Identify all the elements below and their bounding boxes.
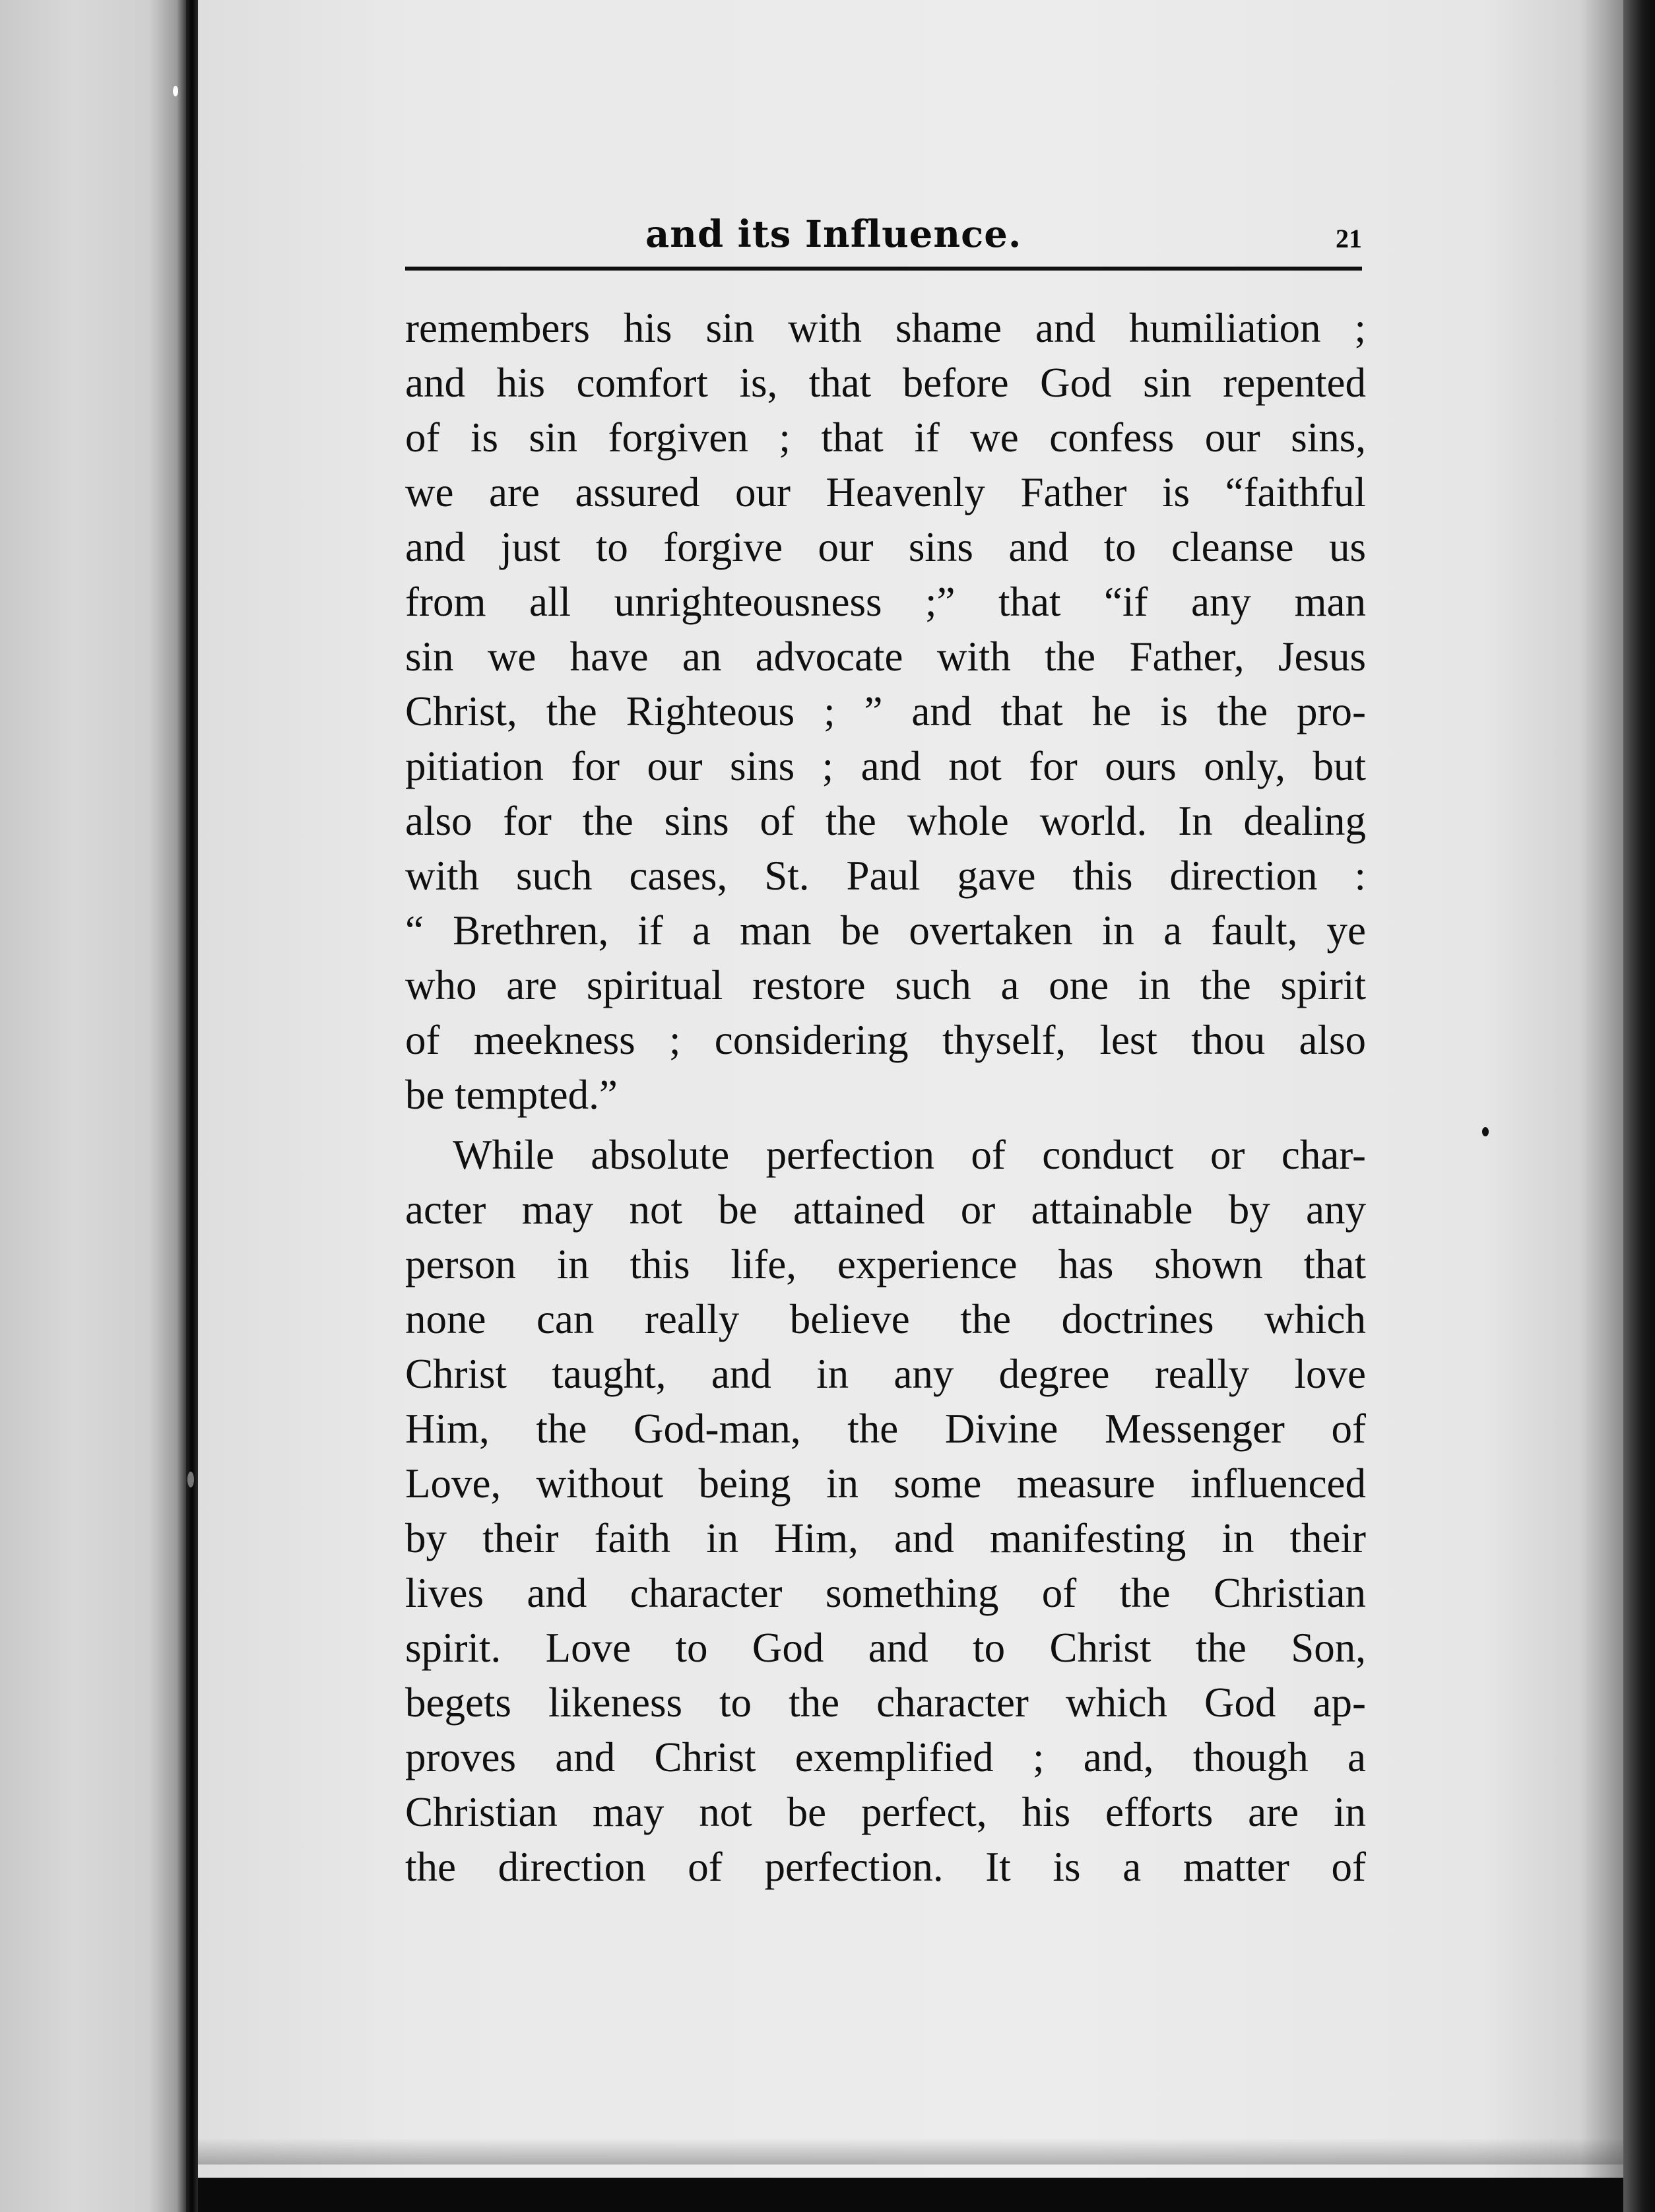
- body-text: [405, 301, 1366, 1895]
- text-line: lives and character something of the Christian: [405, 1570, 1366, 1616]
- page-header: [405, 198, 1362, 277]
- right-page-edge: [1623, 0, 1655, 2212]
- text-line: acter may not be attained or attainable by any: [405, 1187, 1366, 1233]
- text-line: of is sin forgiven ; that if we confess our sins,: [405, 414, 1366, 461]
- text-line: none can really believe the doctrines which: [405, 1296, 1366, 1342]
- paragraph: [405, 1128, 1366, 1895]
- text-line: begets likeness to the character which God ap-: [405, 1679, 1366, 1726]
- text-line: Christ, the Righteous ; ” and that he is the pro-: [405, 688, 1366, 734]
- paragraph: [405, 301, 1366, 1122]
- text-line: we are assured our Heavenly Father is “faithful: [405, 469, 1366, 515]
- scan-speck: [1482, 1127, 1489, 1136]
- page-bottom-shadow: [198, 2138, 1623, 2164]
- running-head: and its Influence.: [645, 212, 1022, 256]
- text-line: of meekness ; considering thyself, lest thou also: [405, 1017, 1366, 1063]
- text-line: Christ taught, and in any degree really love: [405, 1351, 1366, 1397]
- text-line: from all unrighteousness ;” that “if any man: [405, 579, 1366, 625]
- text-line: spirit. Love to God and to Christ the Son,: [405, 1625, 1366, 1671]
- book-gutter: [186, 0, 198, 2212]
- left-page-edge: [0, 0, 186, 2212]
- text-line: Christian may not be perfect, his efforts are in: [405, 1789, 1366, 1835]
- text-line: Him, the God-man, the Divine Messenger of: [405, 1406, 1366, 1452]
- scan-speck: [173, 86, 178, 96]
- text-line: and just to forgive our sins and to cleanse us: [405, 524, 1366, 570]
- text-line: the direction of perfection. It is a matter of: [405, 1844, 1366, 1890]
- scan-speck: [187, 1472, 194, 1487]
- text-line: sin we have an advocate with the Father, Jesus: [405, 634, 1366, 680]
- text-line: remembers his sin with shame and humiliation ;: [405, 305, 1366, 351]
- text-line: proves and Christ exemplified ; and, though a: [405, 1734, 1366, 1780]
- text-line: and his comfort is, that before God sin repented: [405, 360, 1366, 406]
- text-line: with such cases, St. Paul gave this direction :: [405, 853, 1366, 899]
- text-line: by their faith in Him, and manifesting in their: [405, 1515, 1366, 1561]
- text-line: “ Brethren, if a man be overtaken in a fault, ye: [405, 907, 1366, 954]
- page-number: 21: [1336, 224, 1362, 253]
- text-line: who are spiritual restore such a one in the spirit: [405, 962, 1366, 1008]
- header-rule: [405, 267, 1362, 271]
- text-line: pitiation for our sins ; and not for ours only, but: [405, 743, 1366, 789]
- text-line: be tempted.”: [405, 1072, 618, 1118]
- paragraph-gap: [405, 1122, 1366, 1128]
- text-line: While absolute perfection of conduct or char-: [453, 1132, 1366, 1178]
- text-line: Love, without being in some measure influenced: [405, 1460, 1366, 1507]
- text-line: person in this life, experience has shown that: [405, 1241, 1366, 1287]
- text-line: also for the sins of the whole world. In dealing: [405, 798, 1366, 844]
